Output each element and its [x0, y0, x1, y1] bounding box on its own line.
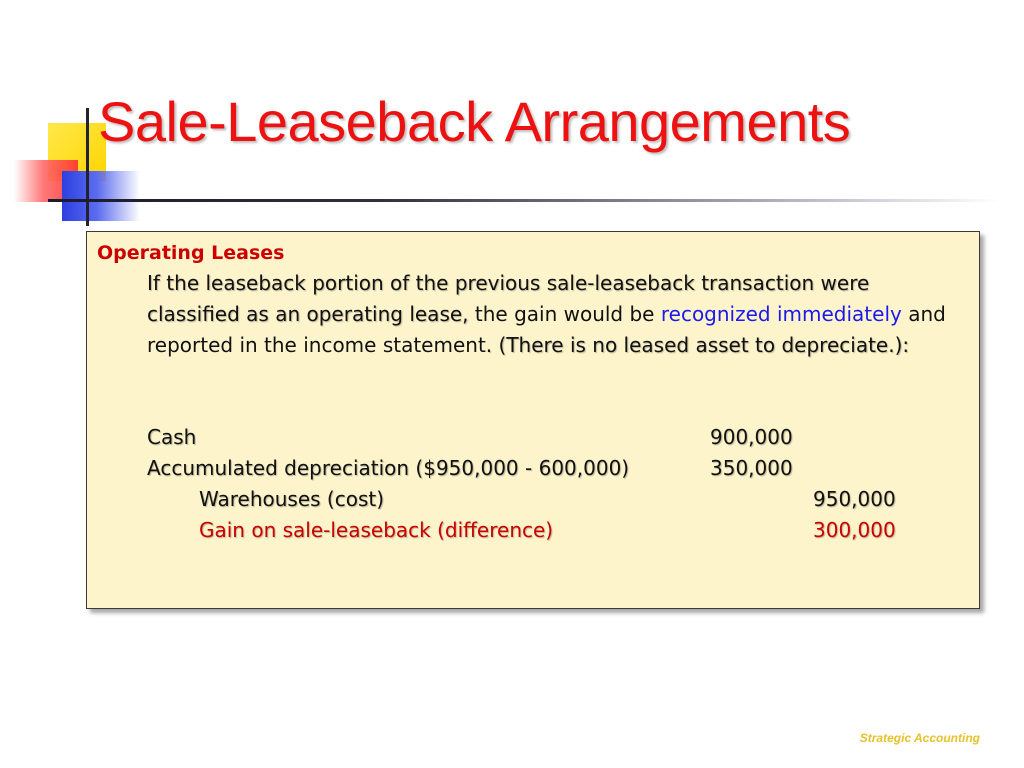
paragraph-part-5: . (There is no leased asset to depreciate.): [485, 333, 910, 357]
logo-vertical-line [86, 108, 89, 226]
title-underline [48, 199, 1000, 202]
je-credit-gain: 300,000 [813, 518, 896, 542]
je-debit-accum-dep: 350,000 [710, 456, 793, 480]
paragraph-part-4: and reported in the income statement [147, 302, 946, 357]
paragraph-part-2: the gain would be [468, 302, 661, 326]
je-account-gain: Gain on sale-leaseback (difference) [199, 518, 554, 542]
je-credit-warehouses: 950,000 [813, 487, 896, 511]
footer-text: Strategic Accounting [859, 731, 980, 745]
slide-title: Sale-Leaseback Arrangements [98, 90, 851, 153]
je-account-cash: Cash [147, 425, 197, 449]
section-heading: Operating Leases [97, 242, 285, 264]
je-account-warehouses: Warehouses (cost) [199, 487, 385, 511]
je-account-accum-dep: Accumulated depreciation ($950,000 - 600,000) [147, 456, 630, 480]
content-box [86, 231, 980, 609]
explanation-paragraph [147, 268, 967, 361]
je-debit-cash: 900,000 [710, 425, 793, 449]
logo-blue-bar [62, 171, 140, 221]
paragraph-part-1: If the leaseback portion of the previous sale-leaseback transaction were classified as an operating lease, [147, 271, 870, 326]
paragraph-highlight: recognized immediately [660, 302, 902, 326]
